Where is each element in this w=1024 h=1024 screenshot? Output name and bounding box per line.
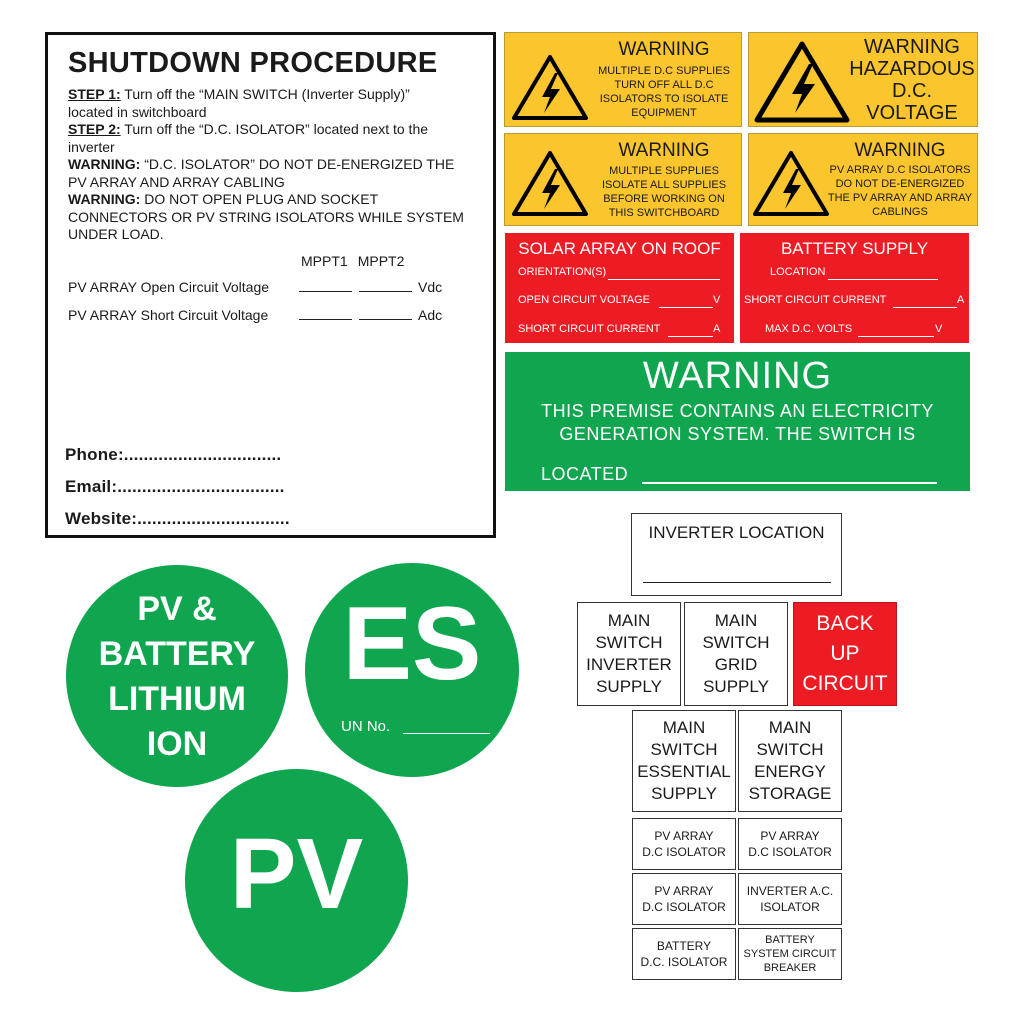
warning2-cont: CONNECTORS OR PV STRING ISOLATORS WHILE SYSTEM: [68, 208, 464, 225]
inverter-location-label: [631, 513, 842, 596]
short-circuit-current-field: SHORT CIRCUIT CURRENT: [744, 294, 887, 306]
location-blank: [828, 279, 938, 280]
solar-array-heading: SOLAR ARRAY ON ROOF: [518, 239, 721, 258]
warning-hazardous-dc-voltage: [748, 32, 978, 127]
warning1-cont: PV ARRAY AND ARRAY CABLING: [68, 173, 285, 190]
pv-sticker: [185, 769, 408, 992]
warning1: WARNING: “D.C. ISOLATOR” DO NOT DE-ENERGIZED THE: [68, 156, 455, 172]
warning-multiple-dc-supplies: [504, 32, 742, 127]
high-voltage-warning-icon: [752, 149, 830, 217]
phone-field: Phone:................................: [65, 445, 282, 464]
main-switch-grid-supply-label: MAIN SWITCH GRID SUPPLY: [684, 602, 788, 706]
located-field: LOCATED: [541, 464, 629, 484]
battery-supply-label: [740, 233, 969, 343]
short-circuit-current-field: SHORT CIRCUIT CURRENT: [518, 323, 661, 335]
green-warning-body: THIS PREMISE CONTAINS AN ELECTRICITY GENERATION SYSTEM. THE SWITCH IS: [541, 401, 934, 444]
generation-system-warning-label: [505, 352, 970, 491]
located-blank: [642, 482, 937, 484]
main-switch-inverter-supply-label: MAIN SWITCH INVERTER SUPPLY: [577, 602, 681, 706]
email-field: Email:..................................: [65, 477, 285, 496]
high-voltage-warning-icon: [511, 149, 589, 217]
orientation-field: ORIENTATION(S): [518, 266, 607, 278]
warning-multiple-supplies: [504, 133, 742, 226]
un-number-field: UN No.: [341, 718, 391, 735]
short-circuit-current-blank: [893, 307, 957, 308]
warning-heading: WARNING: [854, 140, 946, 161]
warning-heading: WARNING: [618, 39, 710, 60]
inverter-ac-isolator-label: INVERTER A.C. ISOLATOR: [738, 873, 842, 925]
step2-cont: inverter: [68, 138, 115, 155]
mppt1-header: MPPT1: [301, 253, 348, 269]
short-circuit-current-unit: A: [713, 323, 721, 335]
open-circuit-voltage-field: OPEN CIRCUIT VOLTAGE: [518, 294, 651, 306]
mppt2-header: MPPT2: [357, 253, 405, 269]
short-circuit-current-unit: A: [957, 294, 965, 306]
solar-array-on-roof-label: [505, 233, 734, 343]
warning-body: PV ARRAY D.C ISOLATORS DO NOT DE-ENERGIZED THE PV ARRAY AND ARRAY CABLINGS: [827, 164, 973, 218]
battery-supply-heading: BATTERY SUPPLY: [780, 239, 929, 258]
voc-label: PV ARRAY Open Circuit Voltage: [68, 279, 270, 295]
warning-body: MULTIPLE D.C SUPPLIES TURN OFF ALL D.C ISOLATORS TO ISOLATE EQUIPMENT: [598, 65, 730, 119]
pv-array-dc-isolator-label: PV ARRAY D.C ISOLATOR: [632, 873, 736, 925]
isc-label: PV ARRAY Short Circuit Voltage: [68, 307, 269, 323]
main-switch-essential-supply-label: MAIN SWITCH ESSENTIAL SUPPLY: [632, 710, 736, 812]
open-circuit-voltage-blank: [659, 307, 713, 308]
warning-pv-array-dc-isolators: [748, 133, 978, 226]
voc-mppt2-blank: [359, 291, 412, 292]
un-number-blank: [403, 733, 490, 734]
max-dc-volts-field: MAX D.C. VOLTS: [765, 323, 853, 335]
orientation-blank: [608, 279, 720, 280]
battery-system-circuit-breaker-label: BATTERY SYSTEM CIRCUIT BREAKER: [738, 928, 842, 980]
warning-body: MULTIPLE SUPPLIES ISOLATE ALL SUPPLIES BEFORE WORKING ON THIS SWITCHBOARD: [601, 165, 727, 219]
voc-unit: Vdc: [418, 279, 443, 295]
battery-dc-isolator-label: BATTERY D.C. ISOLATOR: [632, 928, 736, 980]
short-circuit-current-blank: [668, 336, 713, 337]
open-circuit-voltage-unit: V: [713, 294, 721, 306]
backup-circuit-label: BACK UP CIRCUIT: [793, 602, 897, 706]
isc-unit: Adc: [418, 307, 443, 323]
location-field: LOCATION: [770, 266, 826, 278]
warning-heading: WARNING: [618, 140, 710, 161]
high-voltage-warning-icon: [511, 53, 589, 121]
pv-array-dc-isolator-label: PV ARRAY D.C ISOLATOR: [738, 818, 842, 870]
warning-heading: WARNING HAZARDOUS D.C. VOLTAGE: [849, 36, 975, 124]
pv-battery-lithium-ion-sticker: [66, 565, 288, 787]
isc-mppt2-blank: [359, 319, 412, 320]
step2: STEP 2: Turn off the “D.C. ISOLATOR” located next to the: [68, 121, 429, 137]
website-field: Website:...............................: [65, 509, 290, 528]
inverter-location-blank: [643, 582, 831, 583]
mppt-headers: [301, 253, 414, 269]
step1-cont: located in switchboard: [68, 103, 207, 120]
high-voltage-warning-icon: [753, 40, 851, 124]
pv-text: PV: [229, 818, 364, 930]
max-dc-volts-blank: [858, 336, 934, 337]
shutdown-procedure-label: [45, 32, 496, 538]
pv-battery-text: PV & BATTERY LITHIUM ION: [98, 590, 256, 763]
warning2-cont2: UNDER LOAD.: [68, 226, 164, 242]
shutdown-title: SHUTDOWN PROCEDURE: [68, 47, 438, 79]
es-text: ES: [342, 586, 482, 702]
warning2: WARNING: DO NOT OPEN PLUG AND SOCKET: [68, 191, 379, 207]
voc-mppt1-blank: [299, 291, 352, 292]
step1: STEP 1: Turn off the “MAIN SWITCH (Inverter Supply)”: [68, 86, 410, 102]
pv-array-dc-isolator-label: PV ARRAY D.C ISOLATOR: [632, 818, 736, 870]
es-sticker: [305, 563, 519, 777]
max-dc-volts-unit: V: [935, 323, 943, 335]
main-switch-energy-storage-label: MAIN SWITCH ENERGY STORAGE: [738, 710, 842, 812]
inverter-location-text: INVERTER LOCATION: [648, 523, 825, 542]
isc-mppt1-blank: [299, 319, 352, 320]
green-warning-heading: WARNING: [642, 355, 833, 397]
